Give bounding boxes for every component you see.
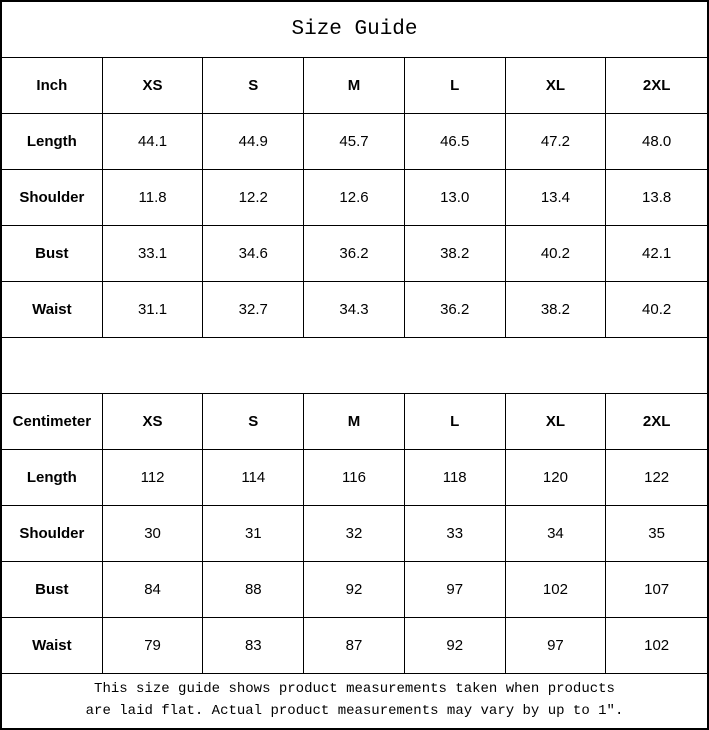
size-value: 44.9 xyxy=(203,114,304,170)
size-value: 107 xyxy=(606,562,707,618)
row-header-waist: Waist xyxy=(2,618,103,674)
size-value: 92 xyxy=(405,618,506,674)
size-value: 38.2 xyxy=(405,226,506,282)
size-value: 42.1 xyxy=(606,226,707,282)
size-value: 31 xyxy=(203,506,304,562)
size-value: 13.8 xyxy=(606,170,707,226)
col-header-s: S xyxy=(203,394,304,450)
row-header-waist: Waist xyxy=(2,282,103,338)
col-header-xl: XL xyxy=(506,58,607,114)
size-value: 46.5 xyxy=(405,114,506,170)
size-value: 36.2 xyxy=(405,282,506,338)
size-value: 118 xyxy=(405,450,506,506)
footer-note xyxy=(2,674,707,728)
size-value: 35 xyxy=(606,506,707,562)
size-value: 79 xyxy=(103,618,204,674)
size-value: 12.6 xyxy=(304,170,405,226)
col-header-2xl: 2XL xyxy=(606,58,707,114)
size-value: 12.2 xyxy=(203,170,304,226)
size-value: 45.7 xyxy=(304,114,405,170)
size-value: 116 xyxy=(304,450,405,506)
col-header-xs: XS xyxy=(103,394,204,450)
page-title: Size Guide xyxy=(2,2,707,58)
footer-line-1: This size guide shows product measurements taken when products xyxy=(94,681,615,698)
size-value: 83 xyxy=(203,618,304,674)
size-value: 112 xyxy=(103,450,204,506)
col-header-xs: XS xyxy=(103,58,204,114)
size-value: 13.0 xyxy=(405,170,506,226)
row-header-length: Length xyxy=(2,450,103,506)
col-header-s: S xyxy=(203,58,304,114)
size-value: 33 xyxy=(405,506,506,562)
size-value: 84 xyxy=(103,562,204,618)
inch-table xyxy=(2,58,707,338)
footer-note-text xyxy=(86,679,624,722)
col-header-l: L xyxy=(405,58,506,114)
size-value: 48.0 xyxy=(606,114,707,170)
size-value: 40.2 xyxy=(506,226,607,282)
size-value: 34.3 xyxy=(304,282,405,338)
col-header-m: M xyxy=(304,394,405,450)
size-value: 102 xyxy=(606,618,707,674)
row-header-bust: Bust xyxy=(2,562,103,618)
row-header-shoulder: Shoulder xyxy=(2,170,103,226)
size-value: 38.2 xyxy=(506,282,607,338)
centimeter-table xyxy=(2,394,707,674)
size-value: 32 xyxy=(304,506,405,562)
row-header-shoulder: Shoulder xyxy=(2,506,103,562)
size-value: 120 xyxy=(506,450,607,506)
row-header-bust: Bust xyxy=(2,226,103,282)
size-value: 34.6 xyxy=(203,226,304,282)
col-header-2xl: 2XL xyxy=(606,394,707,450)
row-header-length: Length xyxy=(2,114,103,170)
size-value: 36.2 xyxy=(304,226,405,282)
size-value: 122 xyxy=(606,450,707,506)
size-value: 102 xyxy=(506,562,607,618)
footer-line-2: are laid flat. Actual product measurements may vary by up to 1″. xyxy=(85,703,624,719)
size-value: 97 xyxy=(405,562,506,618)
size-value: 47.2 xyxy=(506,114,607,170)
size-value: 32.7 xyxy=(203,282,304,338)
table-divider-band xyxy=(2,338,707,394)
size-value: 33.1 xyxy=(103,226,204,282)
col-header-inch: Inch xyxy=(2,58,103,114)
size-value: 11.8 xyxy=(103,170,204,226)
size-value: 40.2 xyxy=(606,282,707,338)
size-value: 13.4 xyxy=(506,170,607,226)
size-value: 44.1 xyxy=(103,114,204,170)
col-header-xl: XL xyxy=(506,394,607,450)
size-value: 97 xyxy=(506,618,607,674)
size-value: 92 xyxy=(304,562,405,618)
col-header-m: M xyxy=(304,58,405,114)
col-header-l: L xyxy=(405,394,506,450)
size-value: 30 xyxy=(103,506,204,562)
size-value: 87 xyxy=(304,618,405,674)
size-value: 34 xyxy=(506,506,607,562)
size-value: 31.1 xyxy=(103,282,204,338)
col-header-centimeter: Centimeter xyxy=(2,394,103,450)
size-value: 88 xyxy=(203,562,304,618)
size-value: 114 xyxy=(203,450,304,506)
